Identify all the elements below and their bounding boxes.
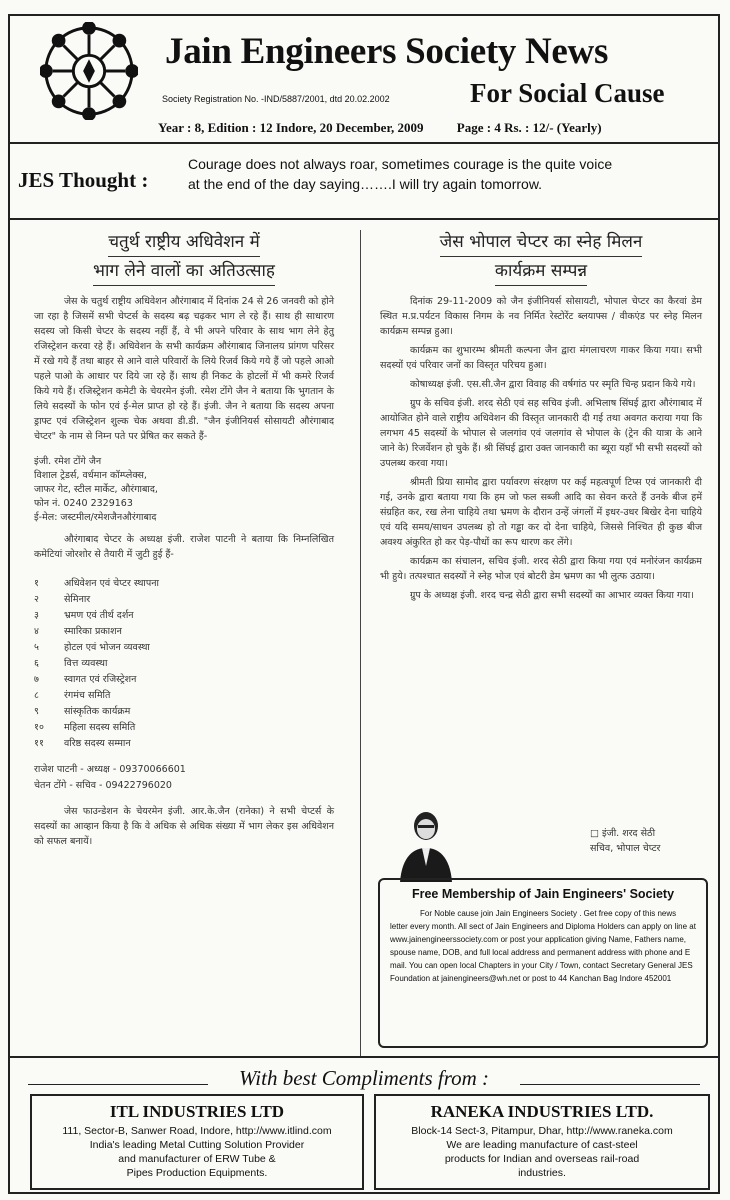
- jes-thought: [10, 142, 718, 220]
- column-divider: [360, 230, 361, 1056]
- right-headline-line-1: जेस भोपाल चेप्टर का स्नेह मिलन: [440, 228, 643, 257]
- newsletter-page: [8, 14, 720, 1194]
- thought-line-1: Courage does not always roar, sometimes courage is the quite voice: [188, 156, 613, 172]
- list-item: ५ होटल एवं भोजन व्यवस्था: [34, 642, 150, 653]
- right-paragraph: कोषाध्यक्ष इंजी. एस.सी.जैन द्वारा विवाह की वर्षगांठ पर स्मृति चिन्ह प्रदान किये गये।: [410, 379, 696, 390]
- contact-block: [34, 762, 334, 794]
- list-item: ११ वरिष्ठ सदस्य सम्मान: [34, 738, 131, 749]
- list-item: ३ भ्रमण एवं तीर्थ दर्शन: [34, 610, 134, 621]
- ad-itl-industries: [30, 1094, 364, 1190]
- right-paragraph: कार्यक्रम का संचालन, सचिव इंजी. शरद सेठी द्वारा किया गया एवं मनोरंजन कार्यक्रम भी हुये। तत्पश्चात सदस्यों ने स्नेह भोज एवं बोटरी डेम भ्रमण का भी लुत्फ उठाया।: [380, 556, 702, 582]
- ad-raneka-industries: [374, 1094, 710, 1190]
- left-paragraph: औरंगाबाद चेप्टर के अध्यक्ष इंजी. राजेश पाटनी ने बताया कि निम्नलिखित कमेटियां जोरशोर से तैयारी में जुटी हुई हैं-: [34, 534, 334, 560]
- thought-line-2: at the end of the day saying…….I will try again tomorrow.: [188, 176, 543, 192]
- left-paragraph: जेस फाउन्डेशन के चेयरमेन इंजी. आर.के.जैन (रानेका) ने सभी चेप्टर्स के सदस्यों का आव्हान किया है कि वे अधिक से अधिक संख्या में भाग लेकर इस अधिवेशन को सफल बनायें।: [34, 806, 334, 847]
- ad-line: Pipes Production Equipments.: [126, 1167, 268, 1179]
- right-paragraph: श्रीमती प्रिया सामोद द्वारा पर्यावरण संरक्षण पर कई महत्वपूर्ण टिप्स एवं जानकारी दी गई, उनके द्वारा बताया गया कि हम जो फल सब्जी आदि का सेवन करते हैं उनके बीज हमें संग्रहित कर, रख लेना चाहिये तथा भ्रमण के दौरान उन्हें जंगलों में इधर-उधर बिखेर देना चाहिये एवं यदि समय/साधन उपलब्ध हो तो गड्ढा कर दो देना चाहिये, जिससे निश्चित ही कुछ बीज अवश्य अंकुरित हो कर पेड़-पौधों का रूप धारण कर लेंगे।: [380, 477, 702, 548]
- contact-president: राजेश पाटनी - अध्यक्ष - 09370066601: [34, 764, 186, 775]
- list-item: ६ वित्त व्यवस्था: [34, 658, 108, 669]
- address-line: विशाल ट्रेडर्स, वर्धमान कॉम्प्लेक्स,: [34, 470, 147, 481]
- right-paragraph: दिनांक 29-11-2009 को जैन इंजीनियर्स सोसायटी, भोपाल चेप्टर का कैरवां डेम स्थित म.प्र.पर्यटन विकास निगम के नव निर्मित रेस्टोरेंट ब्लयाफ्स / वीकएंड पर स्नेह मिलन कार्यक्रम सम्पन्न हुआ।: [380, 296, 702, 337]
- list-item: १ अधिवेशन एवं चेप्टर स्थापना: [34, 578, 160, 589]
- list-item: २ सेमिनार: [34, 594, 91, 605]
- ad-line: products for Indian and overseas rail-road: [444, 1153, 640, 1165]
- signer-title: सचिव, भोपाल चेप्टर: [590, 843, 661, 854]
- tagline: For Social Cause: [470, 78, 665, 108]
- ad-line: 111, Sector-B, Sanwer Road, Indore, http://www.itlind.com: [62, 1125, 332, 1137]
- signature-text: [590, 826, 660, 856]
- ad-company-name: ITL INDUSTRIES LTD: [109, 1102, 285, 1121]
- membership-body: For Noble cause join Jain Engineers Society . Get free copy of this news letter every month. All sect of Jain Engineers and Diploma Holders can apply on line at www.jainengineerssociety.com or post your application giving Name, Fathers name, spouse name, DOB, and full local address and permanent address with phone and E mail. You can open local Chapters in your City / Town, contact Secretary General JES Foundation at jainengineers@wh.net or post to 44 Kanchan Bag Indore 452001: [390, 909, 696, 983]
- right-paragraph: कार्यक्रम का शुभारम्भ श्रीमती कल्पना जैन द्वारा मंगलाचरण गाकर किया गया। सभी सदस्यों एवं परिवार जनों का विस्तृत परिचय हुआ।: [380, 345, 702, 371]
- signature-block: [394, 804, 712, 884]
- compliments-section: [10, 1056, 718, 1194]
- list-item: ८ रंगमंच समिति: [34, 690, 111, 701]
- address-line: फोन नं. 0240 2329163: [34, 498, 133, 509]
- ad-line: India's leading Metal Cutting Solution Provider: [89, 1139, 305, 1151]
- list-item: ७ स्वागत एवं रजिस्ट्रेशन: [34, 674, 137, 685]
- list-item: १० महिला सदस्य समिति: [34, 722, 136, 733]
- right-headline-line-2: कार्यक्रम सम्पन्न: [495, 257, 587, 286]
- right-paragraph: ग्रुप के सचिव इंजी. शरद सेठी एवं सह सचिव इंजी. अभिलाष सिंघई द्वारा औरंगाबाद में आयोजित होने वाले राष्ट्रीय अधिवेशन की विस्तृत जानकारी दी गई तथा अवगत कराया गया कि लगभग 45 सदस्यों के भोपाल से जलगांव एवं जलगांव से भोपाल के (ट्रेन की यात्रा के आने जाने के) रिजर्वेशन हो चुके हैं। श्री सिंघई द्वारा उक्त जानकारी का ब्यूरा यहाँ भी सभी सदस्यों को उपलब्ध करवा गया।: [380, 398, 702, 469]
- ad-body: [376, 1124, 708, 1180]
- committee-list: [34, 576, 334, 752]
- list-item: ४ स्मारिका प्रकाशन: [34, 626, 122, 637]
- thought-text: [188, 154, 708, 194]
- left-headline: [34, 228, 334, 286]
- compliments-heading: With best Compliments from :: [238, 1066, 490, 1090]
- ad-line: industries.: [518, 1167, 566, 1179]
- registration-number: Society Registration No. -IND/5887/2001, dtd 20.02.2002: [162, 94, 390, 104]
- ad-line: Block-14 Sect-3, Pitampur, Dhar, http://www.raneka.com: [411, 1125, 673, 1137]
- ad-company-name: RANEKA INDUSTRIES LTD.: [430, 1102, 654, 1121]
- list-item: ९ सांस्कृतिक कार्यक्रम: [34, 706, 131, 717]
- left-headline-line-2: भाग लेने वालों का अतिउत्साह: [93, 257, 275, 286]
- page-price: Page : 4 Rs. : 12/- (Yearly): [456, 120, 602, 135]
- right-headline: [380, 228, 702, 286]
- ad-body: [32, 1124, 362, 1180]
- masthead: [10, 16, 718, 144]
- jes-logo-icon: [40, 22, 138, 120]
- ad-line: We are leading manufacture of cast-steel: [446, 1139, 638, 1151]
- address-line: ई-मेल: जस्टमील/रमेशजैनऔरंगाबाद: [34, 512, 157, 523]
- address-block: [34, 454, 334, 524]
- left-headline-line-1: चतुर्थ राष्ट्रीय अधिवेशन में: [108, 228, 260, 257]
- left-paragraph: जेस के चतुर्थ राष्ट्रीय अधिवेशन औरंगाबाद में दिनांक 24 से 26 जनवरी को होने जा रहा है जिसमें सभी चेप्टर्स के सदस्य बढ़ चढ़कर भाग ले रहे हैं। साथ ही साधारण सदस्य जो किसी चेप्टर के सदस्य नहीं हैं, वे भी अपने परिवार के साथ भाग लेने हेतु रजिस्ट्रेशन करवा रहे हैं। अधिवेशन के सभी कार्यक्रम औरंगाबाद जिनालय प्रांगण परिसर में रखे गये हैं तथा बाहर से आने वाले परिवारों के लिये रिजर्व किये गये हैं जो पहले आओ पहले पाओ के आधार पर दिये जा रहे हैं। साथ ही निकट के होटलों में भी कमरे रिजर्व किये गये हैं। रजिस्ट्रेशन कमेटी के चेयरमेन इंजी. रमेश टोंगे जैन ने बताया कि भुगतान के लिये सदस्यों के फोन एवं ई-मेल प्राप्त हो रहे हैं। इंजी. जैन ने बताया कि सदस्य अपना ड्राफ्ट एवं रजिस्ट्रेशन शुल्क चेक अथवा डी.डी. "जैन इंजीनियर्स सोसायटी औरंगाबाद चेप्टर" के नाम से निम्न पते पर प्रेषित कर सकते हैं-: [34, 296, 334, 442]
- signer-name: □ इंजी. शरद सेठी: [590, 828, 656, 839]
- address-line: इंजी. रमेश टोंगे जैन: [34, 456, 102, 467]
- membership-box: [378, 878, 708, 1048]
- author-photo-icon: [394, 804, 458, 882]
- contact-secretary: चेतन टोंगे - सचिव - 09422796020: [34, 780, 172, 791]
- right-article: [380, 228, 702, 607]
- ad-line: and manufacturer of ERW Tube &: [118, 1153, 276, 1165]
- right-paragraph: ग्रुप के अध्यक्ष इंजी. शरद चन्द्र सेठी द्वारा सभी सदस्यों का आभार व्यक्त किया गया।: [410, 590, 694, 601]
- issue-info: [158, 120, 602, 136]
- issue-date: Year : 8, Edition : 12 Indore, 20 December, 2009: [158, 120, 424, 135]
- newsletter-title: Jain Engineers Society News: [165, 31, 609, 72]
- membership-title: Free Membership of Jain Engineers' Society: [411, 887, 675, 901]
- thought-label: JES Thought :: [18, 168, 149, 192]
- address-line: जाफर गेट, स्टील मार्केट, औरंगाबाद,: [34, 484, 158, 495]
- left-article: [34, 228, 334, 853]
